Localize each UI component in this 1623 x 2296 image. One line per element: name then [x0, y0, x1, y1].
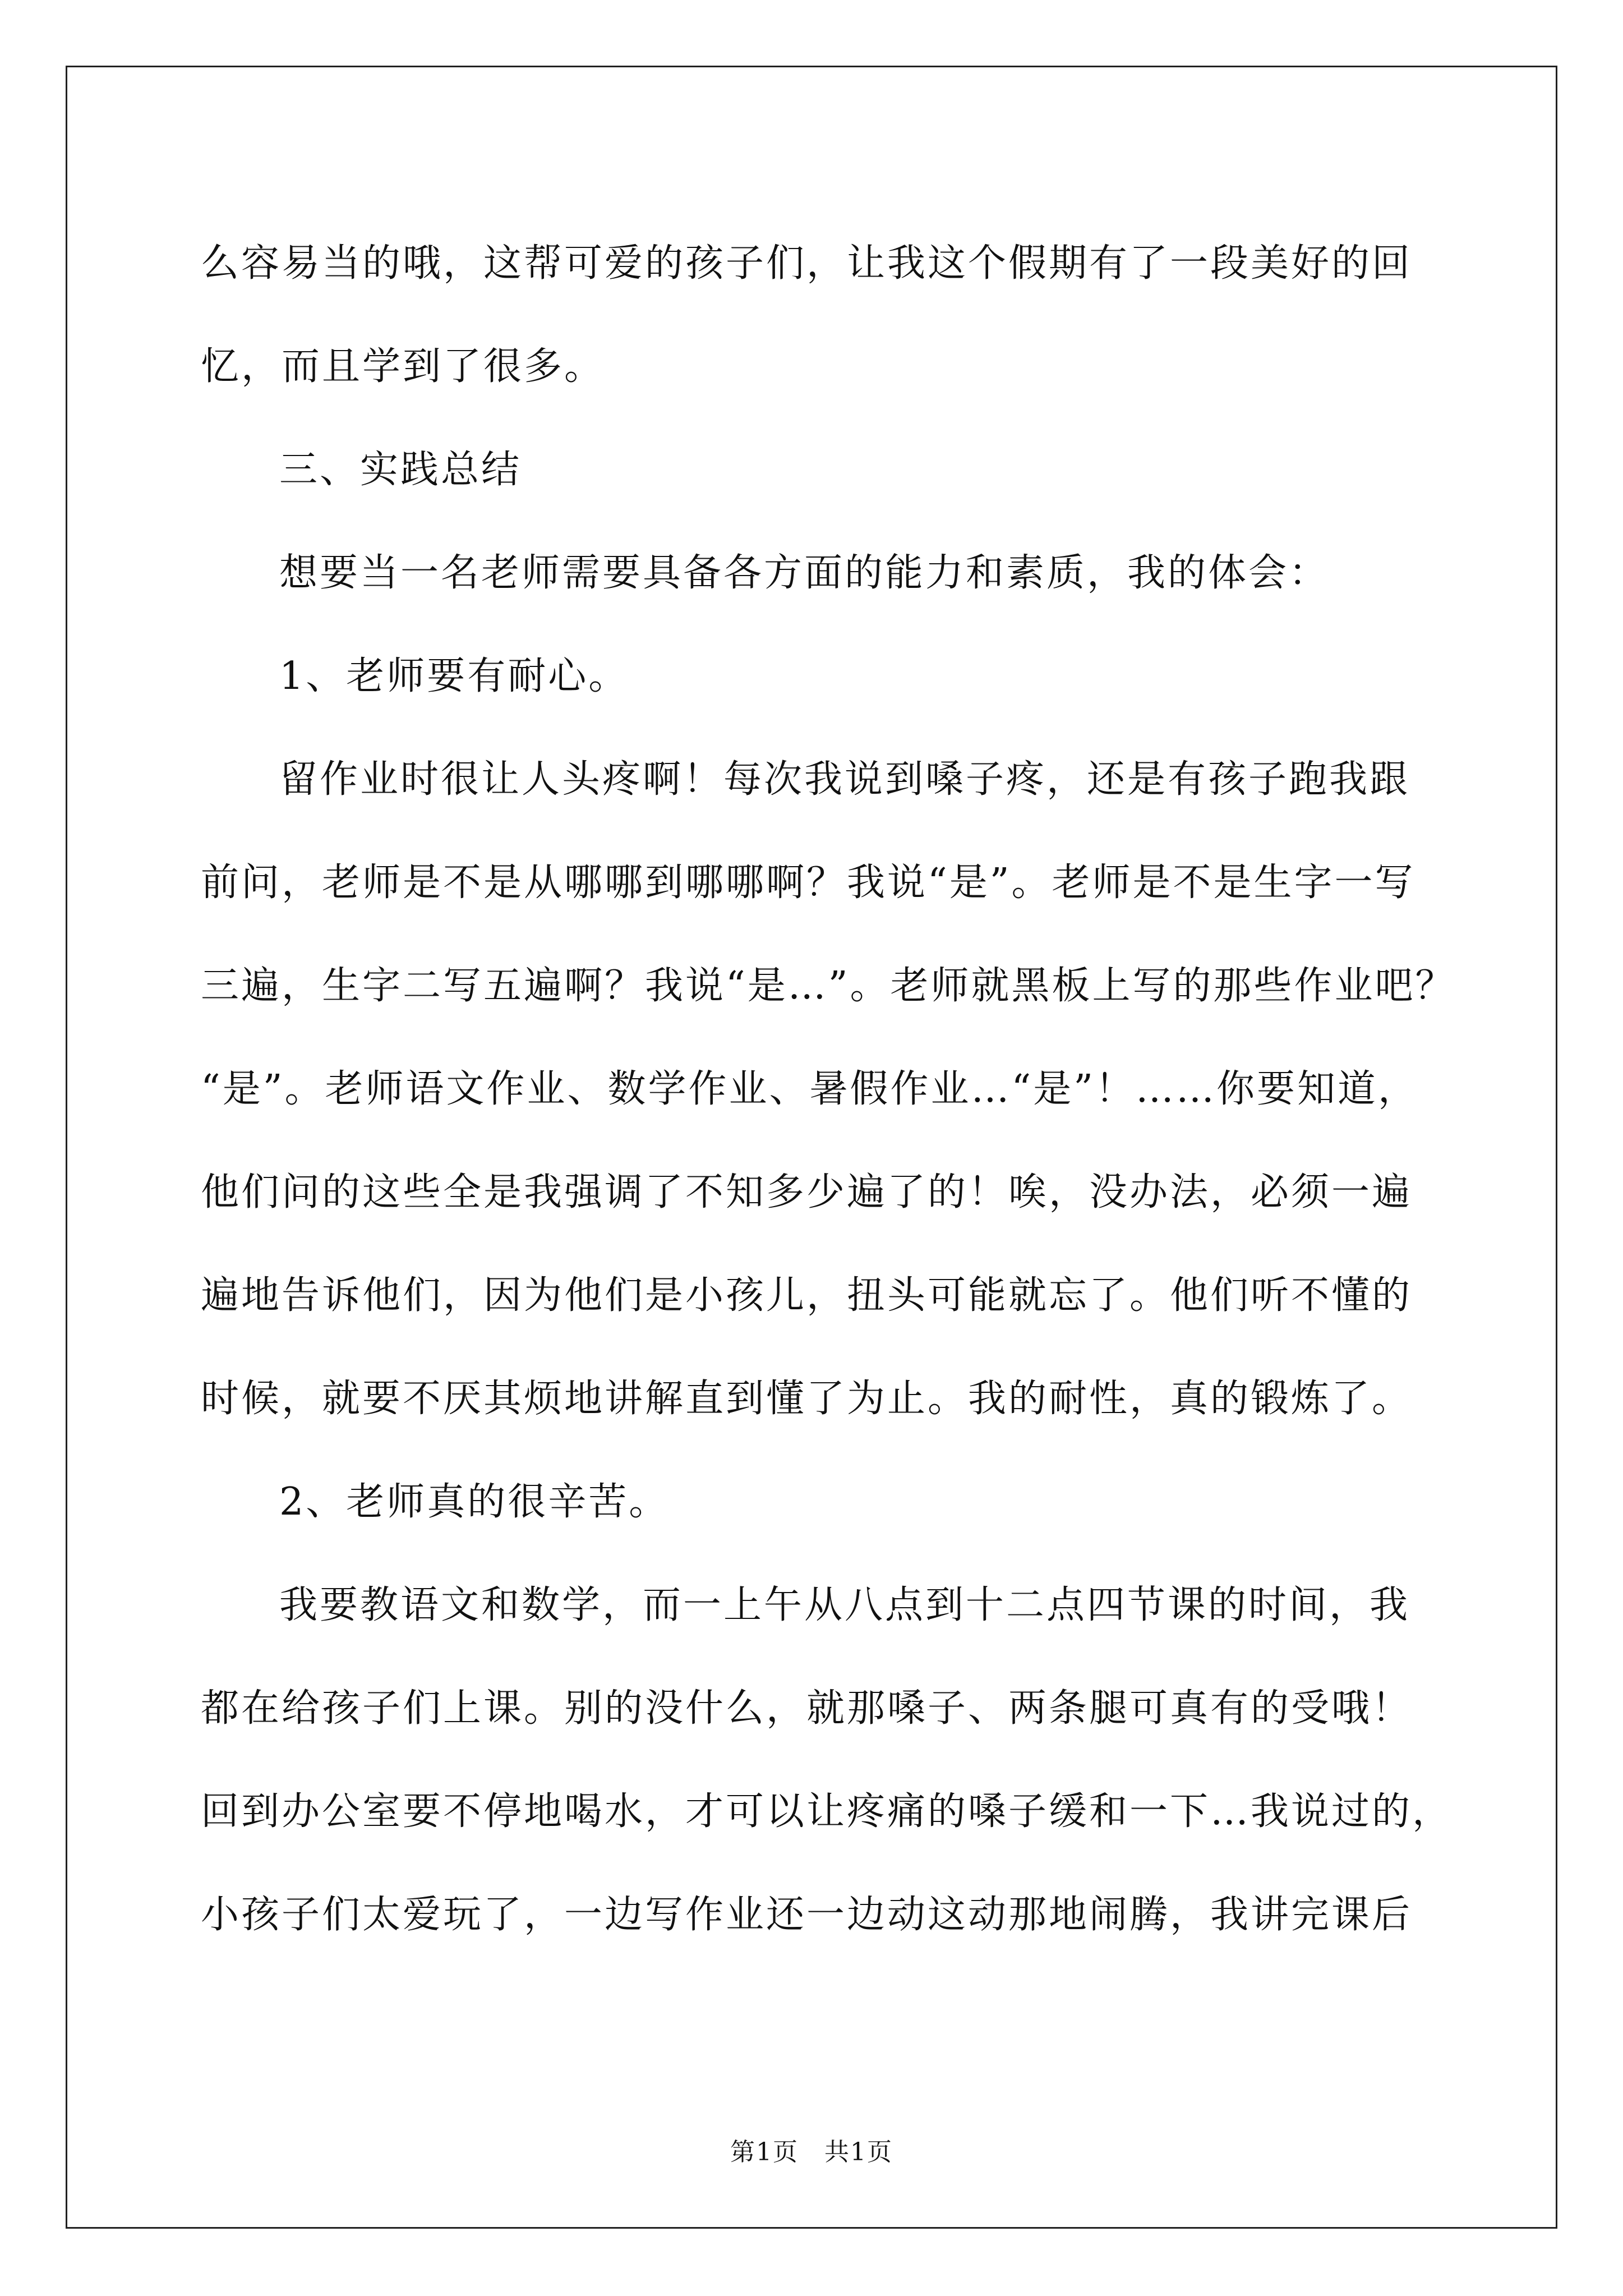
- text-line: 遍地告诉他们，因为他们是小孩儿，扭头可能就忘了。他们听不懂的: [201, 1273, 1413, 1318]
- page-footer: 第1页 共1页: [730, 2138, 893, 2166]
- text-line: 回到办公室要不停地喝水，才可以让疼痛的嗓子缓和一下…我说过的，: [201, 1789, 1453, 1834]
- text-line: 小孩子们太爱玩了，一边写作业还一边动这动那地闹腾，我讲完课后: [201, 1893, 1413, 1937]
- text-line: 前问，老师是不是从哪哪到哪哪啊？我说“是”。老师是不是生字一写: [201, 861, 1415, 905]
- text-line: 三遍，生字二写五遍啊？我说“是…”。老师就黑板上写的那些作业吧？: [201, 964, 1456, 1008]
- text-line: 么容易当的哦，这帮可爱的孩子们，让我这个假期有了一段美好的回: [201, 241, 1413, 286]
- text-line: 我要教语文和数学，而一上午从八点到十二点四节课的时间，我: [279, 1583, 1410, 1627]
- text-line: “是”。老师语文作业、数学作业、暑假作业…“是”！……你要知道，: [201, 1067, 1419, 1111]
- text-line: 忆，而且学到了很多。: [201, 344, 605, 389]
- section-heading: 三、实践总结: [279, 448, 522, 492]
- text-line: 时候，就要不厌其烦地讲解直到懂了为止。我的耐性，真的锻炼了。: [201, 1377, 1413, 1421]
- list-heading: 1、老师要有耐心。: [279, 654, 629, 698]
- list-heading: 2、老师真的很辛苦。: [279, 1480, 670, 1524]
- text-line: 留作业时很让人头疼啊！每次我说到嗓子疼，还是有孩子跑我跟: [279, 757, 1410, 802]
- document-body: [201, 212, 1456, 1967]
- text-line: 想要当一名老师需要具备各方面的能力和素质，我的体会：: [279, 551, 1330, 595]
- text-line: 他们问的这些全是我强调了不知多少遍了的！唉，没办法，必须一遍: [201, 1170, 1413, 1214]
- text-line: 都在给孩子们上课。别的没什么，就那嗓子、两条腿可真有的受哦！: [201, 1686, 1413, 1731]
